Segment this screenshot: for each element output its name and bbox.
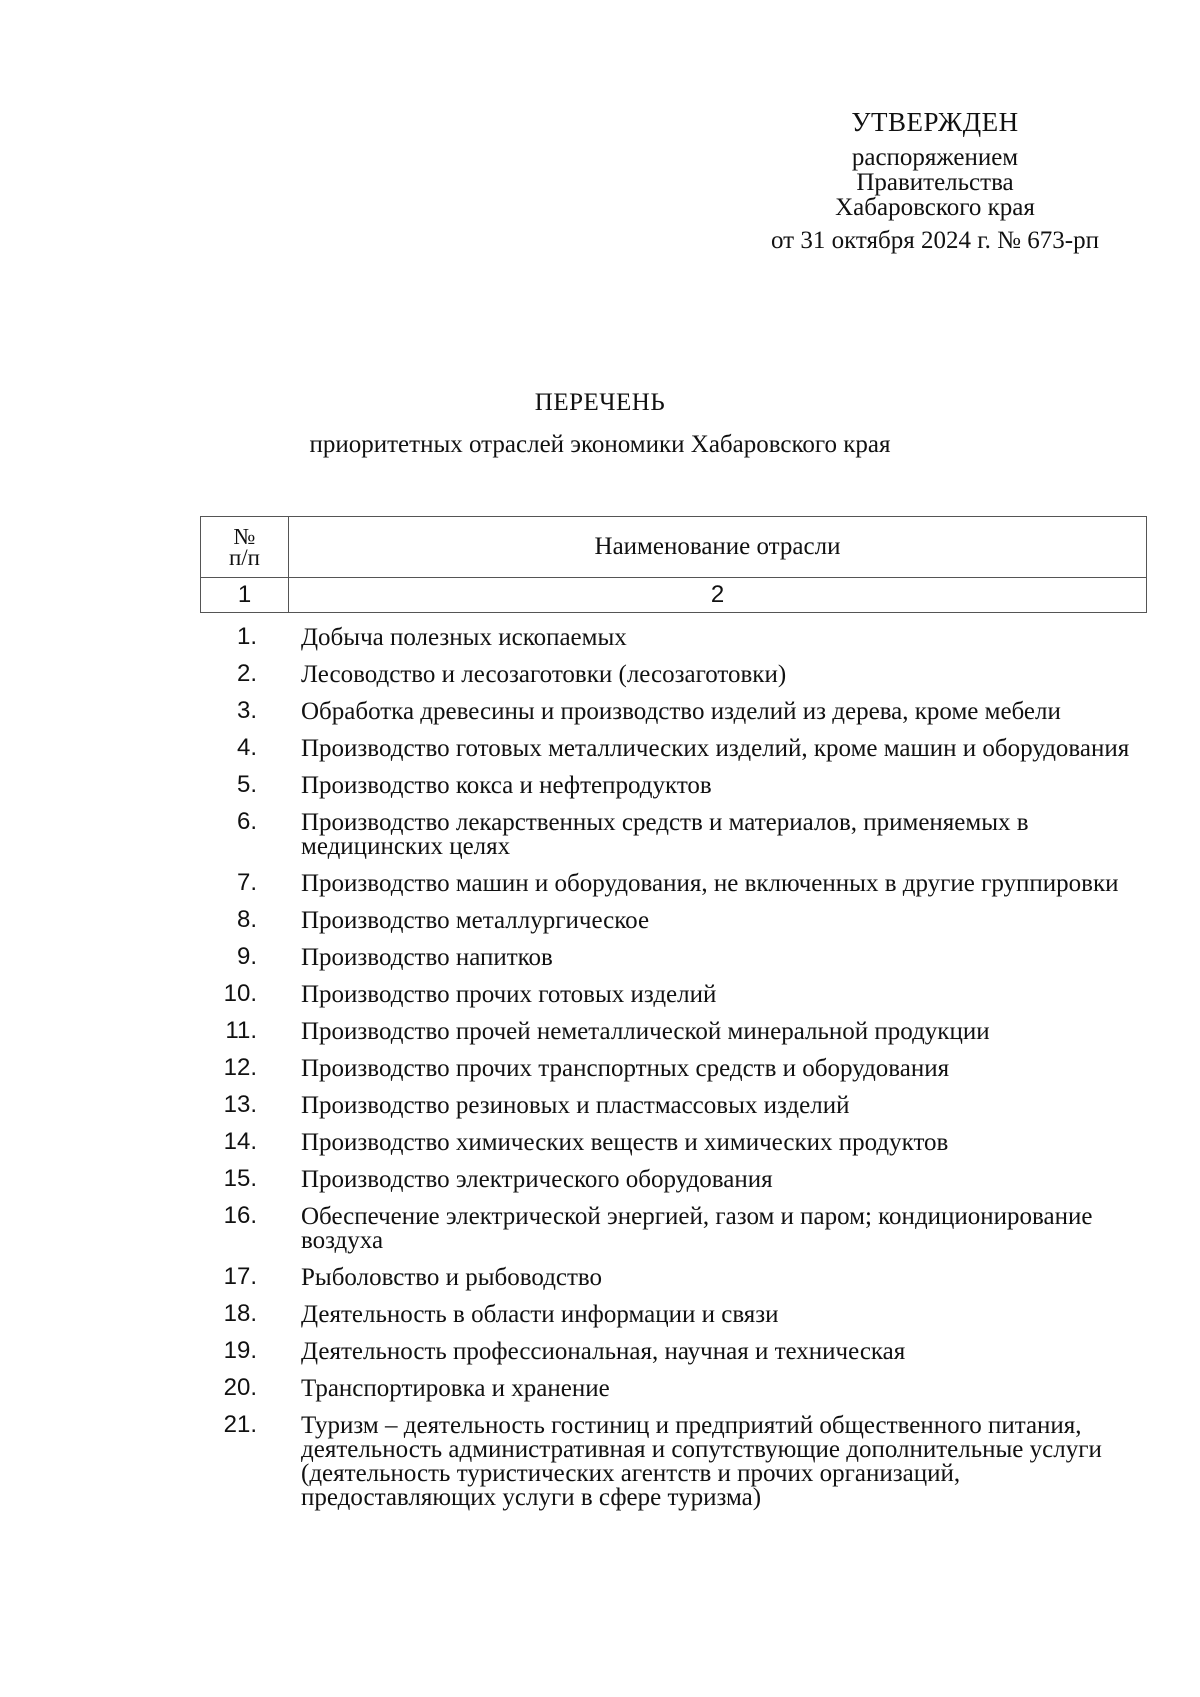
item-name: Добыча полезных ископаемых [301, 624, 627, 651]
item-number: 17. [223, 1263, 257, 1290]
item-number: 18. [223, 1300, 257, 1327]
item-number: 19. [223, 1337, 257, 1364]
list-item [200, 981, 1147, 1007]
item-number: 2. [236, 660, 257, 687]
list-item [200, 624, 1147, 650]
column-index-row [201, 578, 1147, 613]
list-item [200, 944, 1147, 970]
column-index-1: 1 [201, 578, 289, 613]
list-item [200, 698, 1147, 724]
item-name: Обработка древесины и производство изделий из дерева, кроме мебели [301, 698, 1061, 725]
item-number: 9. [236, 943, 257, 970]
item-number: 7. [236, 869, 257, 896]
list-item [200, 661, 1147, 687]
item-number: 20. [223, 1374, 257, 1401]
item-name: Производство резиновых и пластмассовых изделий [301, 1092, 850, 1119]
header-row [201, 517, 1147, 578]
list-item [200, 1018, 1147, 1044]
item-name: Деятельность профессиональная, научная и техническая [301, 1338, 906, 1365]
document-title: ПЕРЕЧЕНЬ [534, 389, 666, 416]
item-number: 14. [223, 1128, 257, 1155]
header-number-sign: № [233, 524, 256, 549]
list-item [200, 1129, 1147, 1155]
list-item [200, 1338, 1147, 1364]
document-heading [0, 388, 1200, 460]
approval-line-2: Правительства [856, 169, 1014, 196]
item-name: Обеспечение электрической энергией, газом и паром; кондиционирование воздуха [301, 1203, 1093, 1254]
item-number: 16. [223, 1202, 257, 1229]
approval-title: УТВЕРЖДЕН [851, 107, 1019, 137]
approval-block [735, 0, 1135, 256]
approval-line-1: распоряжением [851, 144, 1019, 171]
list-item [200, 809, 1147, 859]
item-name: Деятельность в области информации и связи [301, 1301, 779, 1328]
list-item [200, 1264, 1147, 1290]
item-number: 21. [223, 1411, 257, 1438]
approval-date: от 31 октября 2024 г. № 673-рп [771, 227, 1099, 254]
item-name: Производство химических веществ и химических продуктов [301, 1129, 949, 1156]
item-name: Производство прочих готовых изделий [301, 981, 717, 1008]
list-item [200, 907, 1147, 933]
item-name: Производство прочей неметаллической минеральной продукции [301, 1018, 990, 1045]
list-item [200, 1412, 1147, 1510]
item-number: 11. [225, 1017, 257, 1044]
item-number: 10. [223, 980, 257, 1007]
list-item [200, 1092, 1147, 1118]
item-name: Производство кокса и нефтепродуктов [301, 772, 712, 799]
list-item [200, 870, 1147, 896]
item-number: 1. [236, 623, 257, 650]
list-item [200, 1301, 1147, 1327]
item-number: 5. [236, 771, 257, 798]
item-name: Производство готовых металлических изделий, кроме машин и оборудования [301, 735, 1130, 762]
list-item [200, 772, 1147, 798]
table-header [200, 516, 1147, 613]
list-item [200, 735, 1147, 761]
list-item [200, 1203, 1147, 1253]
item-name: Производство машин и оборудования, не включенных в другие группировки [301, 870, 1119, 897]
document-subtitle: приоритетных отраслей экономики Хабаровского края [309, 431, 891, 458]
list-item [200, 1055, 1147, 1081]
header-number-label: п/п [228, 545, 260, 570]
list-item [200, 1166, 1147, 1192]
approval-line-3: Хабаровского края [835, 194, 1035, 221]
item-name: Производство напитков [301, 944, 553, 971]
item-number: 12. [223, 1054, 257, 1081]
header-number-cell [201, 517, 289, 578]
item-name: Производство металлургическое [301, 907, 650, 934]
list-item [200, 1375, 1147, 1401]
header-name-cell: Наименование отрасли [289, 517, 1147, 578]
item-name: Производство электрического оборудования [301, 1166, 773, 1193]
item-number: 6. [236, 808, 257, 835]
column-index-2: 2 [289, 578, 1147, 613]
item-number: 4. [236, 734, 257, 761]
item-number: 15. [223, 1165, 257, 1192]
item-name: Производство лекарственных средств и материалов, применяемых в медицинских целях [301, 809, 1029, 860]
item-number: 3. [236, 697, 257, 724]
item-name: Туризм – деятельность гостиниц и предприятий общественного питания, деятельность административная и сопутствующие дополнительные услуги (деятельность туристических агентств и прочих организаций, предоставляющих услуги в сфере туризма) [301, 1412, 1102, 1511]
item-number: 13. [223, 1091, 257, 1118]
approval-text [735, 145, 1135, 220]
item-number: 8. [236, 906, 257, 933]
item-name: Производство прочих транспортных средств и оборудования [301, 1055, 950, 1082]
item-name: Лесоводство и лесозаготовки (лесозаготовки) [301, 661, 787, 688]
industry-list [200, 624, 1147, 1521]
item-name: Рыболовство и рыбоводство [301, 1264, 603, 1291]
item-name: Транспортировка и хранение [301, 1375, 610, 1402]
